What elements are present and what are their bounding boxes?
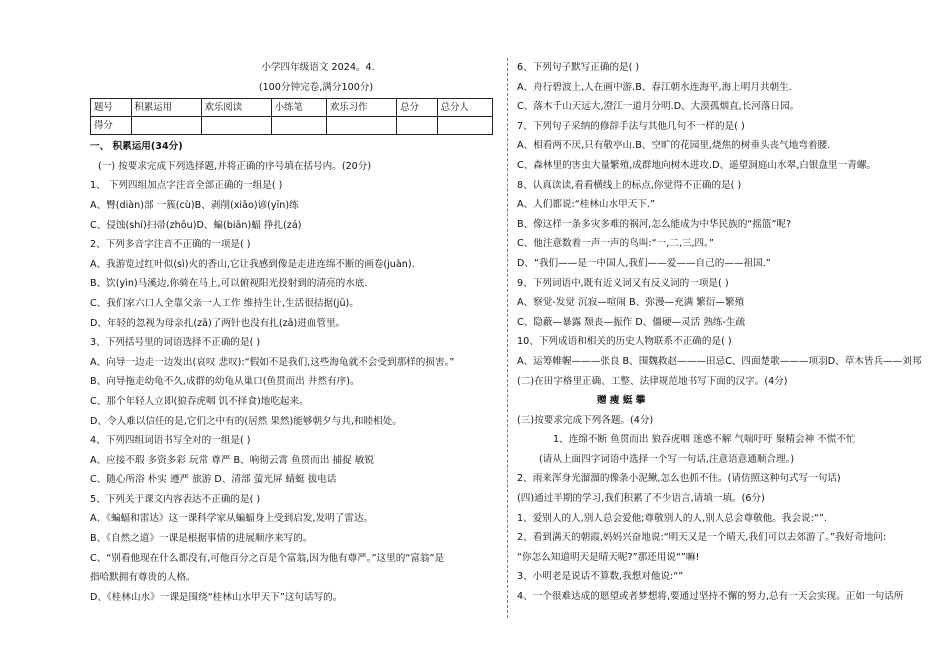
- subsection-heading: (四)通过半期的学习,我们积累了不少语言,请填一填。(6分): [517, 493, 765, 505]
- option-text: A、臀(diàn)部 一簇(cù)B、剥削(xiāo)谚(yīn)练: [90, 199, 299, 211]
- question-text: 3、下列括号里的词语选择不正确的是( ): [90, 337, 261, 349]
- score-table-header: 题号: [91, 99, 132, 117]
- subsection-heading: (一) 按要求完成下列选择题,并将正确的序号填在括号内。(20分): [98, 160, 372, 172]
- option-text: D、“我们——是一中国人,我们——爱——自己的——祖国.”: [517, 257, 771, 269]
- question-text: 10、下列成语和相关的历史人物联系不正确的是( ): [517, 336, 732, 348]
- word-list: 1、连绵不断 鱼贯而出 狼吞虎咽 迷惑不解 气喘吁吁 聚精会神 不慌不忙: [553, 434, 856, 446]
- question-text: “你怎么知道明天是晴天呢?”那还用说“”嘛!: [517, 551, 700, 563]
- question-text: 2、雨来浑身光溜溜的像条小泥鳅,怎么也抓不住。(请仿照这种句式写一句话): [517, 473, 841, 485]
- option-text: C、他注意数着一声一声的鸟叫:“一,二,三,四。”: [517, 238, 714, 250]
- left-column: [90, 58, 502, 607]
- question-text: 2、下列多音字注音不正确的一项是( ): [90, 239, 251, 251]
- question-text: 6、下列句子默写正确的是( ): [517, 62, 640, 73]
- option-text: A、运筹帷幄———张良 B、围魏救赵———田忌C、四面楚歌———项羽D、草木皆兵——刘邦: [517, 355, 922, 367]
- option-text: C、随心所浴 朴实 遵严 旅游 D、清部 萤光屏 蜻蜓 拔电话: [90, 474, 337, 486]
- characters-to-write: 赠 瘦 蜓 攀: [597, 395, 646, 407]
- option-text: A、《蝙蝠和雷达》这一课科学家从蝙蝠身上受到启发,发明了雷达。: [90, 513, 374, 525]
- exam-title: 小学四年级语文 2024。4.: [261, 62, 375, 73]
- option-text: A、应接不瑕 多资多彩 玩常 尊严 B、响彻云霄 鱼贯而出 捕捉 敏锐: [90, 454, 374, 466]
- score-table-header: 欢乐习作: [327, 99, 397, 117]
- option-text: C、侵蚀(shí)扫帚(zhōu)D、蝙(biān)蝠 挣扎(zá): [90, 219, 302, 231]
- option-text: A、相看两不厌,只有敬亭山.B、空旷的花园里,烧焦的树垂头丧气地弯着腰.: [517, 140, 831, 152]
- option-text: 指哈默拥有尊贵的人格。: [90, 572, 196, 584]
- option-text: A、人们都说:“桂林山水甲天下.”: [517, 199, 655, 211]
- score-cell[interactable]: [201, 117, 271, 135]
- score-table-header-row: [91, 99, 493, 117]
- score-table-header: 总分: [397, 99, 438, 117]
- score-cell[interactable]: [437, 117, 492, 135]
- score-cell[interactable]: [327, 117, 397, 135]
- right-column: [517, 58, 932, 607]
- subsection-heading: (二)在田字格里正确、工整、法律规范地书写下面的汉字。(4分): [517, 375, 788, 387]
- option-text: B、像这样一条多灾多难的祸河,怎么能成为中华民族的“摇篮”呢?: [517, 218, 792, 230]
- score-cell[interactable]: [271, 117, 326, 135]
- option-text: B、饮(yìn)马溪边,你骑在马上,可以俯视阳光投射到的清亮的水底.: [90, 278, 368, 290]
- score-table-header: 小练笔: [271, 99, 326, 117]
- score-table: [90, 98, 493, 135]
- section-heading: 一、 积累运用(34分): [90, 141, 183, 153]
- score-cell[interactable]: [131, 117, 201, 135]
- score-cell[interactable]: [397, 117, 438, 135]
- score-table-score-row: [91, 117, 493, 135]
- score-row-label: 得分: [91, 117, 132, 135]
- option-text: C、“别看他现在什么都没有,可他百分之百是个富翁,因为他有尊严。”这里的“富翁”是: [90, 552, 445, 564]
- option-text: D、年轻的忽视为母亲扎(zā)了两针也没有扎(zā)进血管里。: [90, 317, 346, 329]
- question-text: 1、 下列四组加点字注音全部正确的一组是( ): [90, 180, 283, 192]
- question-text: 4、下列四组词语书写全对的一组是( ): [90, 435, 251, 447]
- question-text: 8、认真读读,看看横线上的标点,你觉得不正确的是( ): [517, 179, 742, 191]
- option-text: A、向导一边走一边发出(哀叹 悲叹):“假如不是我们,这些海龟就不会受到那样的损害。”: [90, 356, 455, 368]
- option-text: C、那个年轻人立即(狼吞虎咽 饥不择食)地吃起来。: [90, 395, 309, 407]
- subsection-heading: (三)按要求完成下列各题。(4分): [517, 414, 654, 426]
- option-text: A、我游览过红叶似(sì)火的香山,它让我感到像是走进连绵不断的画卷(juàn).: [90, 258, 415, 270]
- option-text: C、落木千山天远大,澄江一道月分明.D、大漠孤烟直,长河落日园。: [517, 101, 800, 113]
- instruction-text: (请从上面四字词语中选择一个写一句话,注意语意通顺合理。): [539, 453, 795, 465]
- option-text: B、《自然之道》一课是根据事情的进展顺序来写的。: [90, 533, 313, 545]
- exam-subtitle: (100分钟完卷,满分100分): [258, 81, 374, 93]
- option-text: C、隐蔽—暴露 颓丧—振作 D、僵硬—灵活 熟练-生疏: [517, 316, 746, 328]
- score-table-header: 欢乐阅读: [201, 99, 271, 117]
- question-text: 2、看到满天的朝霞,妈妈兴奋地说:“明天又是一个晴天,我们可以去郊游了。”我好奇地问:: [517, 532, 887, 544]
- question-text: 5、下列关于课文内容表达不正确的是( ): [90, 493, 261, 505]
- question-text: 4、一个很难达成的愿望或者梦想将,要通过坚持不懈的努力,总有一天会实现。正如一句话所: [517, 591, 904, 603]
- option-text: D、令人难以信任的是,它们之中有的(居然 果然)能够朝夕与共,和睦相处。: [90, 415, 402, 427]
- option-text: C、我们家六口人全靠父亲一人工作 维持生计,生活很拮据(jū)。: [90, 297, 359, 309]
- question-text: 7、下列句子采纳的修辞手法与其他几句不一样的是( ): [517, 120, 745, 132]
- question-text: 9、下列词语中,既有近义词又有反义词的一项是( ): [517, 277, 729, 289]
- score-table-header: 总分人: [437, 99, 492, 117]
- column-divider: [507, 58, 508, 618]
- option-text: A、察觉-发觉 沉寂—喧闹 B、弥漫—充满 繁衍—繁殖: [517, 297, 745, 309]
- question-text: 3、小明老是说话不算数,我想对他说:“”: [517, 571, 684, 583]
- option-text: D、《桂林山水》一课是围绕“桂林山水甲天下”这句话写的。: [90, 591, 343, 603]
- question-text: 1、爱别人的人,别人总会爱他;尊敬别人的人,别人总会尊敬他。我会说:“”.: [517, 512, 827, 524]
- option-text: B、向导拖走幼龟不久,成群的幼龟从巢口(鱼贯而出 井然有序)。: [90, 376, 360, 388]
- option-text: A、舟行碧波上,人在画中游.B、春江朝水连海平,海上明月共朝生.: [517, 81, 792, 93]
- score-table-header: 积累运用: [131, 99, 201, 117]
- option-text: C、森林里的害虫大量繁殖,成群地向树木进攻.D、遥望洞庭山水翠,白银盘里一青螺。: [517, 159, 877, 171]
